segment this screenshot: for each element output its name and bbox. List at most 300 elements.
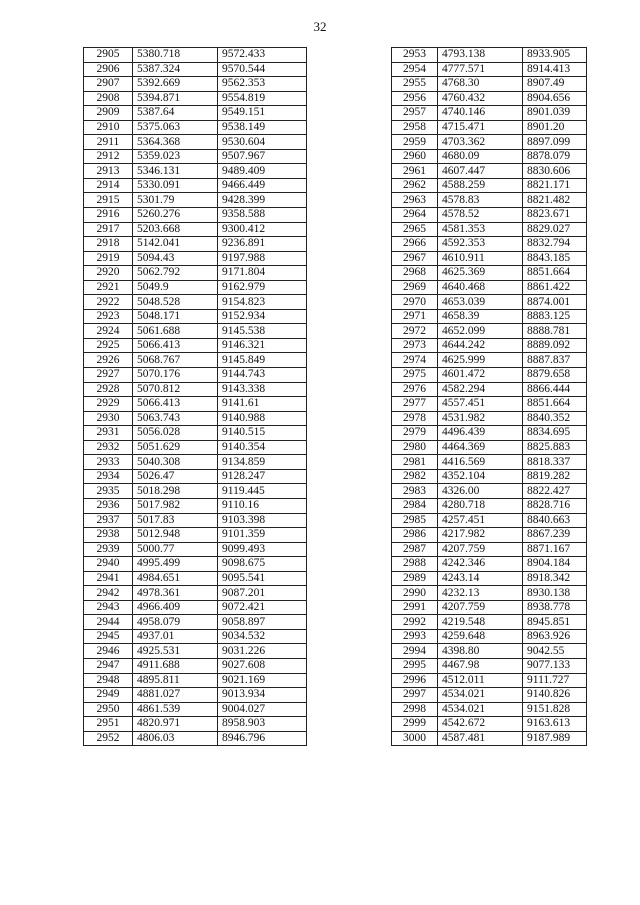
x-coordinate-cell: 4531.982 [438, 411, 523, 426]
y-coordinate-cell: 9140.988 [218, 411, 307, 426]
x-coordinate-cell: 4978.361 [133, 586, 218, 601]
point-number-cell: 2955 [392, 77, 438, 92]
x-coordinate-cell: 4625.369 [438, 266, 523, 281]
y-coordinate-cell: 9004.027 [218, 702, 307, 717]
point-number-cell: 2974 [392, 353, 438, 368]
point-number-cell: 2991 [392, 600, 438, 615]
point-number-cell: 2917 [84, 222, 133, 237]
x-coordinate-cell: 5070.812 [133, 382, 218, 397]
x-coordinate-cell: 4937.01 [133, 629, 218, 644]
point-number-cell: 2921 [84, 280, 133, 295]
point-number-cell: 2949 [84, 688, 133, 703]
table-row [392, 338, 587, 353]
point-number-cell: 2909 [84, 106, 133, 121]
point-number-cell: 2982 [392, 469, 438, 484]
x-coordinate-cell: 4607.447 [438, 164, 523, 179]
x-coordinate-cell: 4777.571 [438, 62, 523, 77]
y-coordinate-cell: 9103.398 [218, 513, 307, 528]
point-number-cell: 2907 [84, 77, 133, 92]
x-coordinate-cell: 4534.021 [438, 702, 523, 717]
y-coordinate-cell: 8963.926 [523, 629, 587, 644]
table-row [392, 368, 587, 383]
x-coordinate-cell: 4398.80 [438, 644, 523, 659]
y-coordinate-cell: 8867.239 [523, 528, 587, 543]
point-number-cell: 2908 [84, 91, 133, 106]
y-coordinate-cell: 9562.353 [218, 77, 307, 92]
table-row [392, 513, 587, 528]
y-coordinate-cell: 8819.282 [523, 469, 587, 484]
table-row [84, 513, 307, 528]
table-row [84, 600, 307, 615]
x-coordinate-cell: 4911.688 [133, 658, 218, 673]
y-coordinate-cell: 9119.445 [218, 484, 307, 499]
point-number-cell: 2939 [84, 542, 133, 557]
y-coordinate-cell: 9143.338 [218, 382, 307, 397]
table-row [392, 149, 587, 164]
point-number-cell: 2911 [84, 135, 133, 150]
table-row [392, 644, 587, 659]
y-coordinate-cell: 9300.412 [218, 222, 307, 237]
point-number-cell: 2947 [84, 658, 133, 673]
x-coordinate-cell: 5375.063 [133, 120, 218, 135]
y-coordinate-cell: 9021.169 [218, 673, 307, 688]
table-row [392, 266, 587, 281]
x-coordinate-cell: 5364.368 [133, 135, 218, 150]
point-number-cell: 2942 [84, 586, 133, 601]
x-coordinate-cell: 4644.242 [438, 338, 523, 353]
y-coordinate-cell: 9095.541 [218, 571, 307, 586]
x-coordinate-cell: 4653.039 [438, 295, 523, 310]
x-coordinate-cell: 5066.413 [133, 338, 218, 353]
table-row [84, 498, 307, 513]
x-coordinate-cell: 5017.83 [133, 513, 218, 528]
point-number-cell: 2968 [392, 266, 438, 281]
table-row [84, 528, 307, 543]
y-coordinate-cell: 9197.988 [218, 251, 307, 266]
x-coordinate-cell: 4232.13 [438, 586, 523, 601]
point-number-cell: 2948 [84, 673, 133, 688]
table-row [392, 309, 587, 324]
x-coordinate-cell: 4680.09 [438, 149, 523, 164]
x-coordinate-cell: 5048.528 [133, 295, 218, 310]
table-row [84, 717, 307, 732]
table-row [84, 557, 307, 572]
x-coordinate-cell: 4242.346 [438, 557, 523, 572]
point-number-cell: 2995 [392, 658, 438, 673]
x-coordinate-cell: 4652.099 [438, 324, 523, 339]
y-coordinate-cell: 9236.891 [218, 237, 307, 252]
table-row [392, 77, 587, 92]
y-coordinate-cell: 9163.613 [523, 717, 587, 732]
x-coordinate-cell: 5040.308 [133, 455, 218, 470]
x-coordinate-cell: 5066.413 [133, 397, 218, 412]
x-coordinate-cell: 5017.982 [133, 498, 218, 513]
y-coordinate-cell: 8822.427 [523, 484, 587, 499]
y-coordinate-cell: 9152.934 [218, 309, 307, 324]
point-number-cell: 2969 [392, 280, 438, 295]
x-coordinate-cell: 5061.688 [133, 324, 218, 339]
point-number-cell: 2934 [84, 469, 133, 484]
y-coordinate-cell: 9187.989 [523, 731, 587, 746]
x-coordinate-cell: 4592.353 [438, 237, 523, 252]
y-coordinate-cell: 8887.837 [523, 353, 587, 368]
point-number-cell: 2960 [392, 149, 438, 164]
y-coordinate-cell: 8832.794 [523, 237, 587, 252]
y-coordinate-cell: 8946.796 [218, 731, 307, 746]
table-row [392, 62, 587, 77]
x-coordinate-cell: 4496.439 [438, 426, 523, 441]
table-row [392, 469, 587, 484]
table-row [392, 411, 587, 426]
point-number-cell: 2927 [84, 368, 133, 383]
table-row [392, 586, 587, 601]
point-number-cell: 2941 [84, 571, 133, 586]
table-row [84, 353, 307, 368]
table-row [84, 469, 307, 484]
y-coordinate-cell: 9554.819 [218, 91, 307, 106]
table-row [84, 251, 307, 266]
y-coordinate-cell: 9058.897 [218, 615, 307, 630]
y-coordinate-cell: 8907.49 [523, 77, 587, 92]
table-row [84, 484, 307, 499]
y-coordinate-cell: 9134.859 [218, 455, 307, 470]
table-row [84, 397, 307, 412]
point-number-cell: 2930 [84, 411, 133, 426]
table-row [392, 251, 587, 266]
x-coordinate-cell: 4958.079 [133, 615, 218, 630]
point-number-cell: 2918 [84, 237, 133, 252]
x-coordinate-cell: 4542.672 [438, 717, 523, 732]
table-row [392, 484, 587, 499]
point-number-cell: 2972 [392, 324, 438, 339]
y-coordinate-cell: 8958.903 [218, 717, 307, 732]
y-coordinate-cell: 9151.828 [523, 702, 587, 717]
point-number-cell: 2910 [84, 120, 133, 135]
point-number-cell: 2926 [84, 353, 133, 368]
point-number-cell: 2938 [84, 528, 133, 543]
y-coordinate-cell: 8901.20 [523, 120, 587, 135]
point-number-cell: 2980 [392, 440, 438, 455]
y-coordinate-cell: 8904.184 [523, 557, 587, 572]
table-row [84, 731, 307, 746]
table-row [392, 353, 587, 368]
x-coordinate-cell: 4280.718 [438, 498, 523, 513]
x-coordinate-cell: 4467.98 [438, 658, 523, 673]
table-row [84, 382, 307, 397]
y-coordinate-cell: 9110.16 [218, 498, 307, 513]
y-coordinate-cell: 8888.781 [523, 324, 587, 339]
point-number-cell: 2992 [392, 615, 438, 630]
y-coordinate-cell: 8914.413 [523, 62, 587, 77]
y-coordinate-cell: 8818.337 [523, 455, 587, 470]
y-coordinate-cell: 9077.133 [523, 658, 587, 673]
table-row [392, 702, 587, 717]
x-coordinate-cell: 4243.14 [438, 571, 523, 586]
x-coordinate-cell: 5142.041 [133, 237, 218, 252]
point-number-cell: 2931 [84, 426, 133, 441]
point-number-cell: 2975 [392, 368, 438, 383]
table-row [392, 193, 587, 208]
x-coordinate-cell: 5070.176 [133, 368, 218, 383]
y-coordinate-cell: 8879.658 [523, 368, 587, 383]
point-number-cell: 2924 [84, 324, 133, 339]
table-row [392, 178, 587, 193]
x-coordinate-cell: 5387.64 [133, 106, 218, 121]
y-coordinate-cell: 8866.444 [523, 382, 587, 397]
x-coordinate-cell: 5203.668 [133, 222, 218, 237]
y-coordinate-cell: 9144.743 [218, 368, 307, 383]
table-row [84, 106, 307, 121]
coordinates-table-right [391, 47, 587, 746]
table-row [392, 295, 587, 310]
table-row [392, 397, 587, 412]
x-coordinate-cell: 4512.011 [438, 673, 523, 688]
y-coordinate-cell: 8933.905 [523, 48, 587, 63]
y-coordinate-cell: 8829.027 [523, 222, 587, 237]
table-row [392, 615, 587, 630]
y-coordinate-cell: 9538.149 [218, 120, 307, 135]
y-coordinate-cell: 9101.359 [218, 528, 307, 543]
y-coordinate-cell: 9530.604 [218, 135, 307, 150]
point-number-cell: 2946 [84, 644, 133, 659]
point-number-cell: 2913 [84, 164, 133, 179]
x-coordinate-cell: 4464.369 [438, 440, 523, 455]
x-coordinate-cell: 4658.39 [438, 309, 523, 324]
y-coordinate-cell: 9145.849 [218, 353, 307, 368]
point-number-cell: 2963 [392, 193, 438, 208]
table-row [84, 164, 307, 179]
point-number-cell: 2964 [392, 208, 438, 223]
x-coordinate-cell: 4259.648 [438, 629, 523, 644]
y-coordinate-cell: 8918.342 [523, 571, 587, 586]
point-number-cell: 2999 [392, 717, 438, 732]
table-row [84, 673, 307, 688]
y-coordinate-cell: 8938.778 [523, 600, 587, 615]
x-coordinate-cell: 4895.811 [133, 673, 218, 688]
point-number-cell: 2983 [392, 484, 438, 499]
x-coordinate-cell: 5026.47 [133, 469, 218, 484]
x-coordinate-cell: 4640.468 [438, 280, 523, 295]
y-coordinate-cell: 8904.656 [523, 91, 587, 106]
x-coordinate-cell: 5387.324 [133, 62, 218, 77]
x-coordinate-cell: 4217.982 [438, 528, 523, 543]
table-row [84, 368, 307, 383]
table-row [84, 702, 307, 717]
y-coordinate-cell: 8843.185 [523, 251, 587, 266]
table-row [84, 658, 307, 673]
point-number-cell: 2954 [392, 62, 438, 77]
y-coordinate-cell: 9162.979 [218, 280, 307, 295]
point-number-cell: 2915 [84, 193, 133, 208]
table-row [392, 280, 587, 295]
y-coordinate-cell: 9034.532 [218, 629, 307, 644]
table-row [392, 222, 587, 237]
table-row [84, 411, 307, 426]
x-coordinate-cell: 4578.52 [438, 208, 523, 223]
x-coordinate-cell: 4416.569 [438, 455, 523, 470]
point-number-cell: 2981 [392, 455, 438, 470]
x-coordinate-cell: 4966.409 [133, 600, 218, 615]
table-row [84, 237, 307, 252]
table-row [84, 440, 307, 455]
point-number-cell: 2914 [84, 178, 133, 193]
x-coordinate-cell: 4925.531 [133, 644, 218, 659]
x-coordinate-cell: 4582.294 [438, 382, 523, 397]
point-number-cell: 2996 [392, 673, 438, 688]
y-coordinate-cell: 9141.61 [218, 397, 307, 412]
x-coordinate-cell: 5359.023 [133, 149, 218, 164]
table-row [84, 426, 307, 441]
y-coordinate-cell: 8840.352 [523, 411, 587, 426]
y-coordinate-cell: 8901.039 [523, 106, 587, 121]
x-coordinate-cell: 5063.743 [133, 411, 218, 426]
point-number-cell: 2944 [84, 615, 133, 630]
point-number-cell: 2906 [84, 62, 133, 77]
y-coordinate-cell: 9013.934 [218, 688, 307, 703]
point-number-cell: 2956 [392, 91, 438, 106]
point-number-cell: 2922 [84, 295, 133, 310]
table-row [392, 455, 587, 470]
page-number: 32 [313, 19, 327, 34]
y-coordinate-cell: 9027.608 [218, 658, 307, 673]
x-coordinate-cell: 5301.79 [133, 193, 218, 208]
point-number-cell: 2957 [392, 106, 438, 121]
point-number-cell: 2925 [84, 338, 133, 353]
x-coordinate-cell: 4557.451 [438, 397, 523, 412]
x-coordinate-cell: 4601.472 [438, 368, 523, 383]
y-coordinate-cell: 8851.664 [523, 397, 587, 412]
point-number-cell: 2966 [392, 237, 438, 252]
y-coordinate-cell: 8945.851 [523, 615, 587, 630]
y-coordinate-cell: 8871.167 [523, 542, 587, 557]
point-number-cell: 2973 [392, 338, 438, 353]
table-row [392, 688, 587, 703]
point-number-cell: 2988 [392, 557, 438, 572]
table-row [84, 193, 307, 208]
x-coordinate-cell: 5068.767 [133, 353, 218, 368]
y-coordinate-cell: 9140.354 [218, 440, 307, 455]
y-coordinate-cell: 8834.695 [523, 426, 587, 441]
y-coordinate-cell: 8851.664 [523, 266, 587, 281]
y-coordinate-cell: 9042.55 [523, 644, 587, 659]
table-row [392, 571, 587, 586]
point-number-cell: 2932 [84, 440, 133, 455]
x-coordinate-cell: 5048.171 [133, 309, 218, 324]
table-row [84, 178, 307, 193]
table-row [84, 208, 307, 223]
table-row [392, 135, 587, 150]
table-row [84, 542, 307, 557]
point-number-cell: 2990 [392, 586, 438, 601]
y-coordinate-cell: 9145.538 [218, 324, 307, 339]
x-coordinate-cell: 4760.432 [438, 91, 523, 106]
table-row [84, 135, 307, 150]
point-number-cell: 2905 [84, 48, 133, 63]
point-number-cell: 2928 [84, 382, 133, 397]
table-row [84, 455, 307, 470]
y-coordinate-cell: 9072.421 [218, 600, 307, 615]
point-number-cell: 2929 [84, 397, 133, 412]
y-coordinate-cell: 9087.201 [218, 586, 307, 601]
point-number-cell: 2923 [84, 309, 133, 324]
table-row [392, 528, 587, 543]
point-number-cell: 2997 [392, 688, 438, 703]
point-number-cell: 2935 [84, 484, 133, 499]
x-coordinate-cell: 5049.9 [133, 280, 218, 295]
table-row [392, 120, 587, 135]
y-coordinate-cell: 9098.675 [218, 557, 307, 572]
x-coordinate-cell: 5062.792 [133, 266, 218, 281]
table-row [392, 731, 587, 746]
y-coordinate-cell: 8840.663 [523, 513, 587, 528]
table-row [392, 426, 587, 441]
table-row [392, 237, 587, 252]
y-coordinate-cell: 9140.826 [523, 688, 587, 703]
table-row [392, 208, 587, 223]
point-number-cell: 2945 [84, 629, 133, 644]
point-number-cell: 2933 [84, 455, 133, 470]
table-row [84, 295, 307, 310]
point-number-cell: 2951 [84, 717, 133, 732]
point-number-cell: 2985 [392, 513, 438, 528]
y-coordinate-cell: 8883.125 [523, 309, 587, 324]
table-row [84, 615, 307, 630]
table-row [84, 266, 307, 281]
table-row [392, 324, 587, 339]
table-row [84, 77, 307, 92]
x-coordinate-cell: 5330.091 [133, 178, 218, 193]
x-coordinate-cell: 5394.871 [133, 91, 218, 106]
table-row [84, 324, 307, 339]
table-row [84, 586, 307, 601]
x-coordinate-cell: 5018.298 [133, 484, 218, 499]
point-number-cell: 2959 [392, 135, 438, 150]
point-number-cell: 2937 [84, 513, 133, 528]
x-coordinate-cell: 4715.471 [438, 120, 523, 135]
y-coordinate-cell: 9128.247 [218, 469, 307, 484]
y-coordinate-cell: 9111.727 [523, 673, 587, 688]
point-number-cell: 2984 [392, 498, 438, 513]
table-row [392, 542, 587, 557]
table-row [392, 164, 587, 179]
table-row [392, 629, 587, 644]
point-number-cell: 2919 [84, 251, 133, 266]
table-row [392, 106, 587, 121]
x-coordinate-cell: 5260.276 [133, 208, 218, 223]
table-row [84, 91, 307, 106]
point-number-cell: 2950 [84, 702, 133, 717]
y-coordinate-cell: 8897.099 [523, 135, 587, 150]
point-number-cell: 2977 [392, 397, 438, 412]
table-row [84, 629, 307, 644]
x-coordinate-cell: 4984.651 [133, 571, 218, 586]
y-coordinate-cell: 9031.226 [218, 644, 307, 659]
point-number-cell: 2920 [84, 266, 133, 281]
x-coordinate-cell: 4207.759 [438, 542, 523, 557]
point-number-cell: 2976 [392, 382, 438, 397]
y-coordinate-cell: 9140.515 [218, 426, 307, 441]
table-row [392, 557, 587, 572]
x-coordinate-cell: 5051.629 [133, 440, 218, 455]
table-row [392, 717, 587, 732]
table-row [392, 498, 587, 513]
table-row [392, 91, 587, 106]
point-number-cell: 2998 [392, 702, 438, 717]
table-row [84, 149, 307, 164]
y-coordinate-cell: 9099.493 [218, 542, 307, 557]
point-number-cell: 2936 [84, 498, 133, 513]
point-number-cell: 2978 [392, 411, 438, 426]
